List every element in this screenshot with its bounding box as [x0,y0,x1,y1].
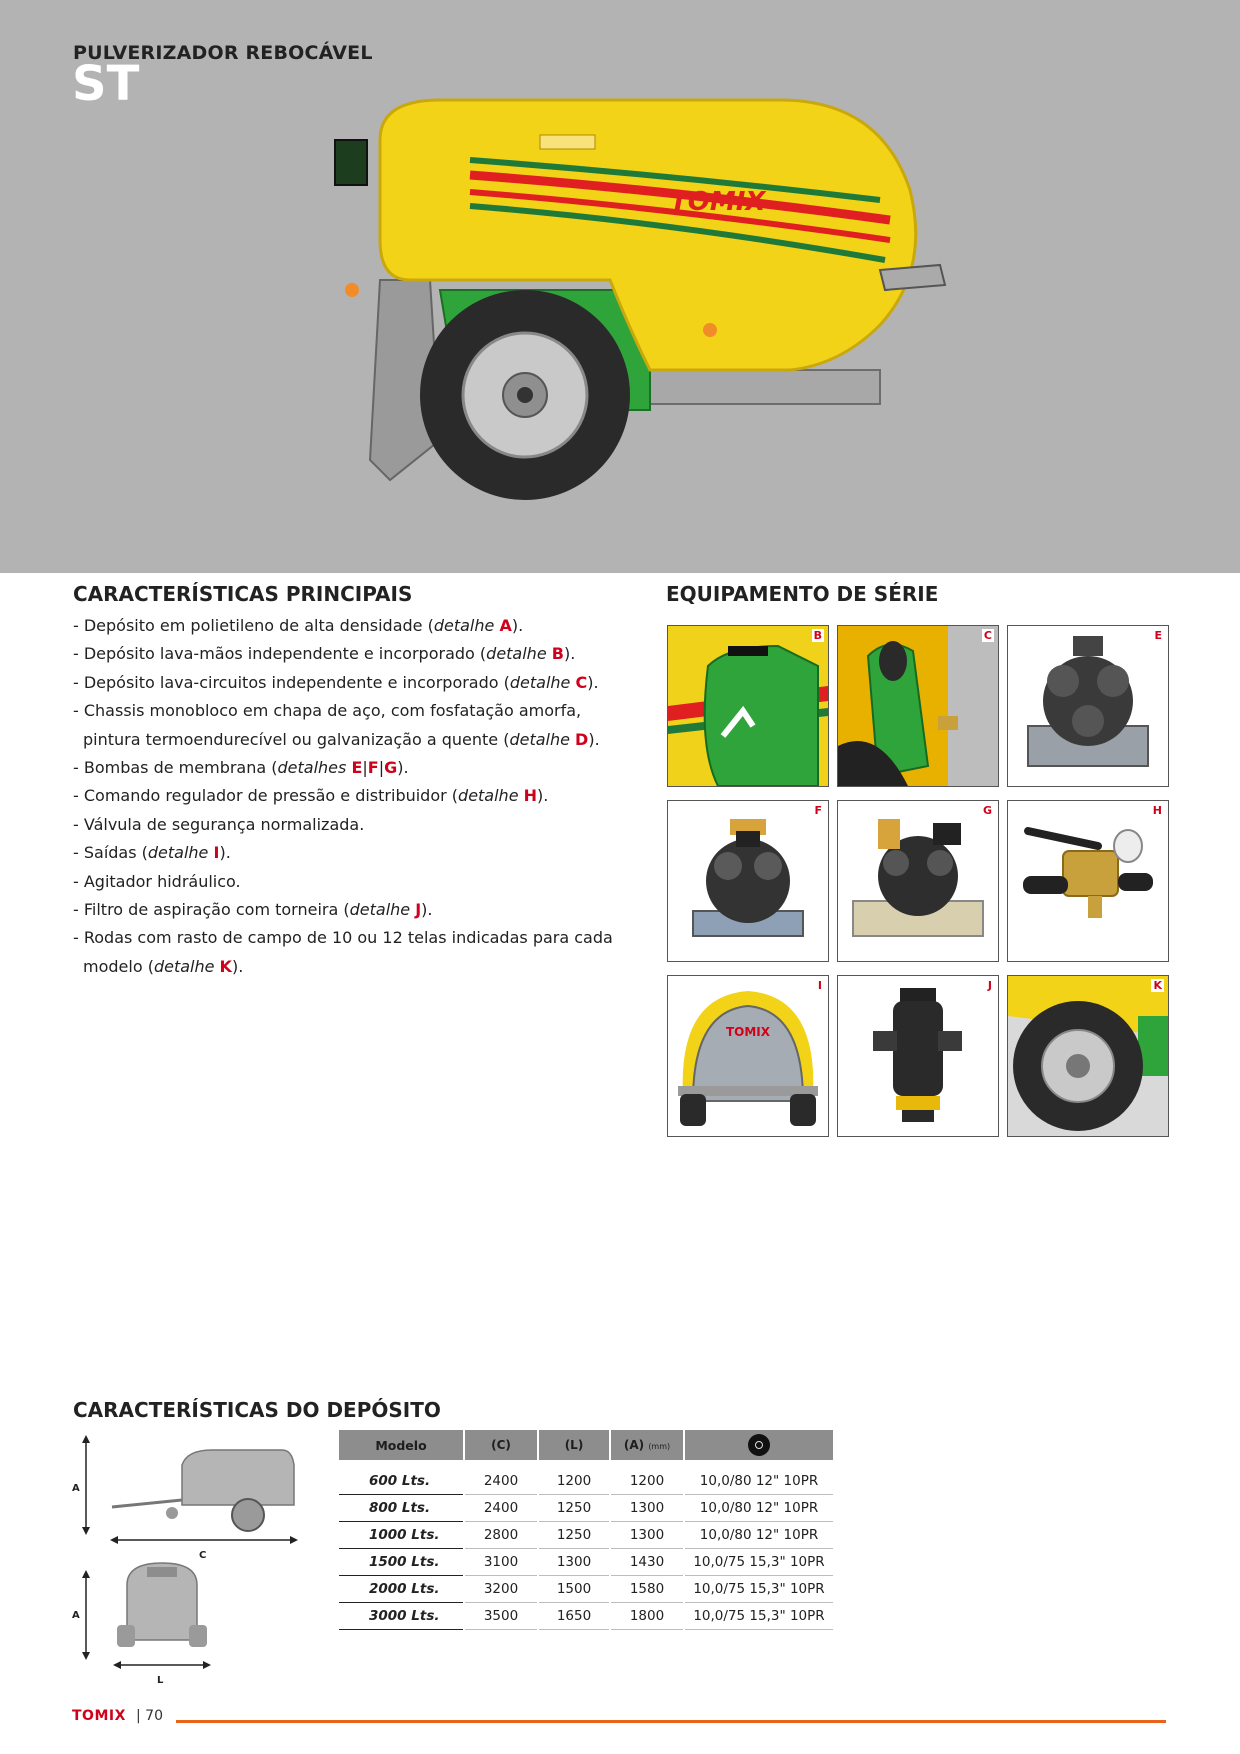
feature-suffix: ). [421,900,433,920]
cell-a: 1430 [611,1549,683,1576]
equipment-photo-g [837,800,999,962]
feature-item [73,640,633,668]
feature-detail-word: detalhe [433,616,495,635]
feature-suffix: ). [511,616,524,635]
feature-item: - Bombas de membrana (detalhes E|F|G). [73,754,633,782]
feature-detail-ref: G [384,758,398,778]
cell-l: 1650 [539,1603,609,1630]
equipment-letter: B [813,629,822,642]
table-row [339,1549,833,1576]
feature-item [73,669,633,697]
cell-l: 1500 [539,1576,609,1603]
feature-suffix: ). [587,672,599,692]
feature-item [73,839,633,867]
tank-cap-logo: TOMIX [725,1025,771,1039]
cell-model: 800 Lts. [339,1495,463,1522]
product-title: ST [72,56,140,112]
col-a-label: (A) [623,1438,645,1452]
dim-label-a-rear: A [72,1610,80,1621]
cell-wheel: 10,0/80 12" 10PR [685,1522,833,1549]
dim-label-l: L [157,1675,164,1685]
feature-detail-ref: F [367,758,379,778]
cell-model: 600 Lts. [339,1468,463,1495]
col-model: Modelo [339,1430,463,1460]
equipment-photo-b [667,625,829,787]
equipment-grid [667,625,1169,1137]
membrane-pump-e-image [1008,626,1168,786]
equipment-photo-i [667,975,829,1137]
feature-text: Comando regulador de pressão e distribuidor ( [83,786,459,806]
feature-text: Chassis monobloco em chapa de aço, com fosfatação amorfa, pintura termoendurecível ou galvanização a quente ( [83,701,582,749]
col-a-unit: (mm) [648,1442,671,1451]
feature-detail-word: detalhe [153,956,215,976]
features-list [73,612,633,981]
equipment-letter: G [982,804,992,817]
feature-text: Filtro de aspiração com torneira ( [83,900,350,920]
equipment-photo-e [1007,625,1169,787]
sprayer-photo [320,80,1040,540]
feature-detail-ref: E [351,758,363,778]
feature-detail-word: detalhe [458,786,519,806]
cell-l: 1250 [539,1495,609,1522]
feature-item [73,896,633,924]
cell-c: 3100 [465,1549,537,1576]
cell-c: 2400 [465,1495,537,1522]
feature-detail-word: detalhe [509,729,570,749]
equipment-letter: F [814,804,822,817]
wheel-image [1008,976,1168,1136]
feature-item [73,811,633,839]
feature-item [73,868,633,896]
outlets-image [668,976,828,1136]
equipment-letter: H [1152,804,1162,817]
page-number: | 70 [136,1708,163,1724]
feature-detail-word: detalhe [349,900,411,920]
feature-detail-word: detalhes [277,758,347,778]
equipment-heading: EQUIPAMENTO DE SÉRIE [666,582,939,606]
feature-detail-ref: D [575,729,589,749]
table-row [339,1576,833,1603]
hand-wash-tank-image [668,626,828,786]
feature-detail-ref: A [499,616,512,635]
cell-c: 3200 [465,1576,537,1603]
table-row [339,1522,833,1549]
cell-model: 1500 Lts. [339,1549,463,1576]
feature-text: Depósito lava-mãos independente e incorporado ( [83,644,487,664]
cell-model: 3000 Lts. [339,1603,463,1630]
cell-c: 2400 [465,1468,537,1495]
table-header-row [339,1430,833,1460]
dimension-diagram [72,1435,312,1685]
col-c: (C) [465,1430,537,1460]
feature-suffix: ). [537,786,549,806]
feature-text: Bombas de membrana ( [83,758,278,778]
equipment-photo-h [1007,800,1169,962]
equipment-letter: C [983,629,992,642]
wheel-icon [748,1434,770,1456]
feature-item [73,612,633,640]
cell-wheel: 10,0/80 12" 10PR [685,1468,833,1495]
cell-a: 1300 [611,1495,683,1522]
cell-model: 2000 Lts. [339,1576,463,1603]
equipment-letter: I [817,979,822,992]
feature-text: Saídas ( [83,843,148,863]
feature-item [73,782,633,810]
cell-a: 1580 [611,1576,683,1603]
col-a [611,1430,683,1460]
equipment-photo-c [837,625,999,787]
cell-a: 1300 [611,1522,683,1549]
cell-a: 1200 [611,1468,683,1495]
cell-wheel: 10,0/75 15,3" 10PR [685,1603,833,1630]
tank-heading: CARACTERÍSTICAS DO DEPÓSITO [73,1398,441,1422]
product-subtitle: PULVERIZADOR REBOCÁVEL [73,42,373,64]
cell-c: 2800 [465,1522,537,1549]
feature-text: Depósito em polietileno de alta densidade ( [83,616,434,635]
footer-logo: TOMIX [72,1708,126,1724]
pressure-regulator-image [1008,801,1168,961]
table-row [339,1468,833,1495]
equipment-letter: E [1154,629,1162,642]
features-heading: CARACTERÍSTICAS PRINCIPAIS [73,582,413,606]
feature-detail-ref: K [219,956,232,976]
feature-detail-ref: H [523,786,538,806]
cell-c: 3500 [465,1603,537,1630]
membrane-pump-g-image [838,801,998,961]
cell-wheel: 10,0/75 15,3" 10PR [685,1576,833,1603]
feature-item [73,924,633,981]
membrane-pump-f-image [668,801,828,961]
cell-model: 1000 Lts. [339,1522,463,1549]
feature-text: Agitador hidráulico. [83,871,241,891]
table-row [339,1495,833,1522]
feature-detail-ref: C [575,672,588,692]
equipment-letter: K [1153,979,1162,992]
table-row [339,1603,833,1630]
feature-suffix: ). [397,758,409,778]
feature-suffix: ). [563,644,576,664]
equipment-letter: J [987,979,992,992]
cell-wheel: 10,0/80 12" 10PR [685,1495,833,1522]
circuit-wash-tank-image [838,626,998,786]
feature-suffix: ). [588,729,600,749]
equipment-photo-k [1007,975,1169,1137]
feature-detail-ref: J [415,900,422,920]
feature-detail-ref: I [213,843,220,863]
col-wheel [685,1430,833,1460]
sprayer-logo-text: TOMIX [670,187,766,217]
equipment-photo-f [667,800,829,962]
cell-l: 1200 [539,1468,609,1495]
cell-wheel: 10,0/75 15,3" 10PR [685,1549,833,1576]
hero-banner [0,0,1240,573]
feature-suffix: ). [219,843,231,863]
feature-detail-word: detalhe [509,672,571,692]
feature-text: Válvula de segurança normalizada. [83,814,365,834]
feature-suffix: ). [231,956,244,976]
suction-filter-image [838,976,998,1136]
cell-l: 1300 [539,1549,609,1576]
feature-detail-word: detalhe [486,644,547,664]
feature-detail-word: detalhe [147,843,209,863]
equipment-photo-j [837,975,999,1137]
tank-table [337,1430,835,1630]
col-l: (L) [539,1430,609,1460]
feature-text: Depósito lava-circuitos independente e incorporado ( [83,672,510,692]
feature-detail-ref: B [551,644,564,664]
footer-divider [176,1720,1166,1723]
dim-label-c: C [199,1550,207,1561]
dim-label-a-side: A [72,1483,80,1494]
cell-l: 1250 [539,1522,609,1549]
cell-a: 1800 [611,1603,683,1630]
feature-text: Rodas com rasto de campo de 10 ou 12 telas indicadas para cada modelo ( [83,928,613,976]
feature-item [73,697,633,754]
